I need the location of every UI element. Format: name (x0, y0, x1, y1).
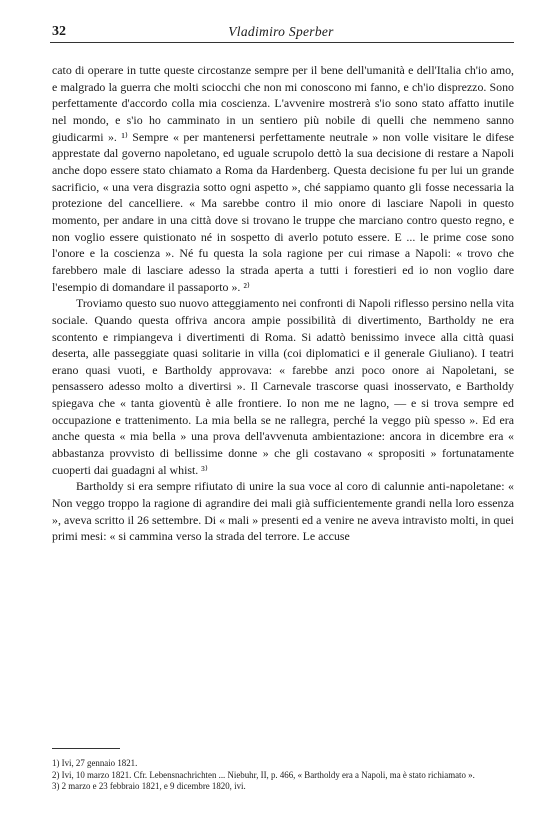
body-text (52, 62, 514, 545)
footnote-1: 1) Ivi, 27 gennaio 1821. (52, 758, 138, 768)
footnotes (52, 758, 514, 793)
paragraph-2: Troviamo questo suo nuovo atteggiamento nei confronti di Napoli riflesso persino nella vita sociale. Quando questa offriva ancora ampie possibilità di divertimento, Bartholdy ne era scontento e rimpiangeva i divertimenti di Roma. Si adattò benissimo invece alla città quasi deserta, alle passeggiate quasi solitarie in villa (coi diplomatici e il generale Giuliano). I teatri erano quasi vuoti, e Bartholdy approvava: « farebbe anzi poco onore ai Napoletani, se pensassero adesso molto a divertirsi ». Il Carnevale trascorse quasi inosservato, e Bartholdy spiegava che « tanta gioventù è alle frontiere. Io non me ne lagno, — e si trova sempre ed occupazione e trattenimento. La mia bella se ne rallegra, perché la veggo più spesso ». Ed era anche questa « mia bella » una prova dell'avvenuta ambientazione: ancora in dicembre era « abbastanza provvisto di bellissime donne » che gli costavano « spropositi » fortunatamente cuoperti dai guadagni al whist. ³⁾ (52, 296, 514, 477)
footnote-rule (52, 748, 120, 749)
header-rule (50, 42, 514, 43)
paragraph-1: cato di operare in tutte queste circostanze sempre per il bene dell'umanità e dell'Italia ch'io amo, e malgrado la guerra che molti sciocchi che non mi conoscono mi fanno, e ch'io disprezzo. Sono perfettamente d'accordo colla mia coscienza. L'avvenire mostrerà s'io sono stato affatto inutile nel mondo, e s'io ho camminato in un sentiero più nobile di quelli che nemmeno sanno giudicarmi ». ¹⁾ Sempre « per mantenersi perfettamente neutrale » non volle visitare le difese apprestate dal governo napoletano, ed uguale scrupolo dettò la sua decisione di restare a Napoli anche dopo essere stato chiamato a Roma da Hardenberg. Questa decisione fu per lui un grande sacrificio, « una vera disgrazia sotto ogni aspetto », ché sappiamo quanto gli fosse necessaria la protezione del cancelliere. « Ma sarebbe contro il mio onore di lasciare Napoli in questo momento, per andare in una città dove si trovano le truppe che marciano contro questo regno, e non voglio essere quistionato né in sospetto di averlo potuto essere. E ... le prime cose sono l'onore e la coscienza ». Né fu questa la sola ragione per cui rimase a Napoli: « trovo che farebbero male di lasciare adesso la strada aperta a tutti i forestieri ed io non voglio dare l'esempio di domandare il passaporto ». ²⁾ (52, 63, 514, 294)
running-head: Vladimiro Sperber (228, 24, 334, 39)
page-header (52, 24, 510, 44)
footnote-2: 2) Ivi, 10 marzo 1821. Cfr. Lebensnachrichten ... Niebuhr, II, p. 466, « Bartholdy era a Napoli, ma è stato richiamato ». (52, 769, 475, 780)
paragraph-3: Bartholdy si era sempre rifiutato di unire la sua voce al coro di calunnie anti-napoletane: « Non veggo troppo la ragione di agrandire dei mali già sufficientemente grandi nella loro essenza », aveva scritto il 26 settembre. Di « mali » presenti ed a venire ne aveva intravisto molti, in quei primi mesi: « si cammina verso la strada del terrore. Le accuse (52, 479, 514, 544)
footnote-3: 3) 2 marzo e 23 febbraio 1821, e 9 dicembre 1820, ivi. (52, 781, 246, 791)
page-number: 32 (52, 24, 66, 39)
